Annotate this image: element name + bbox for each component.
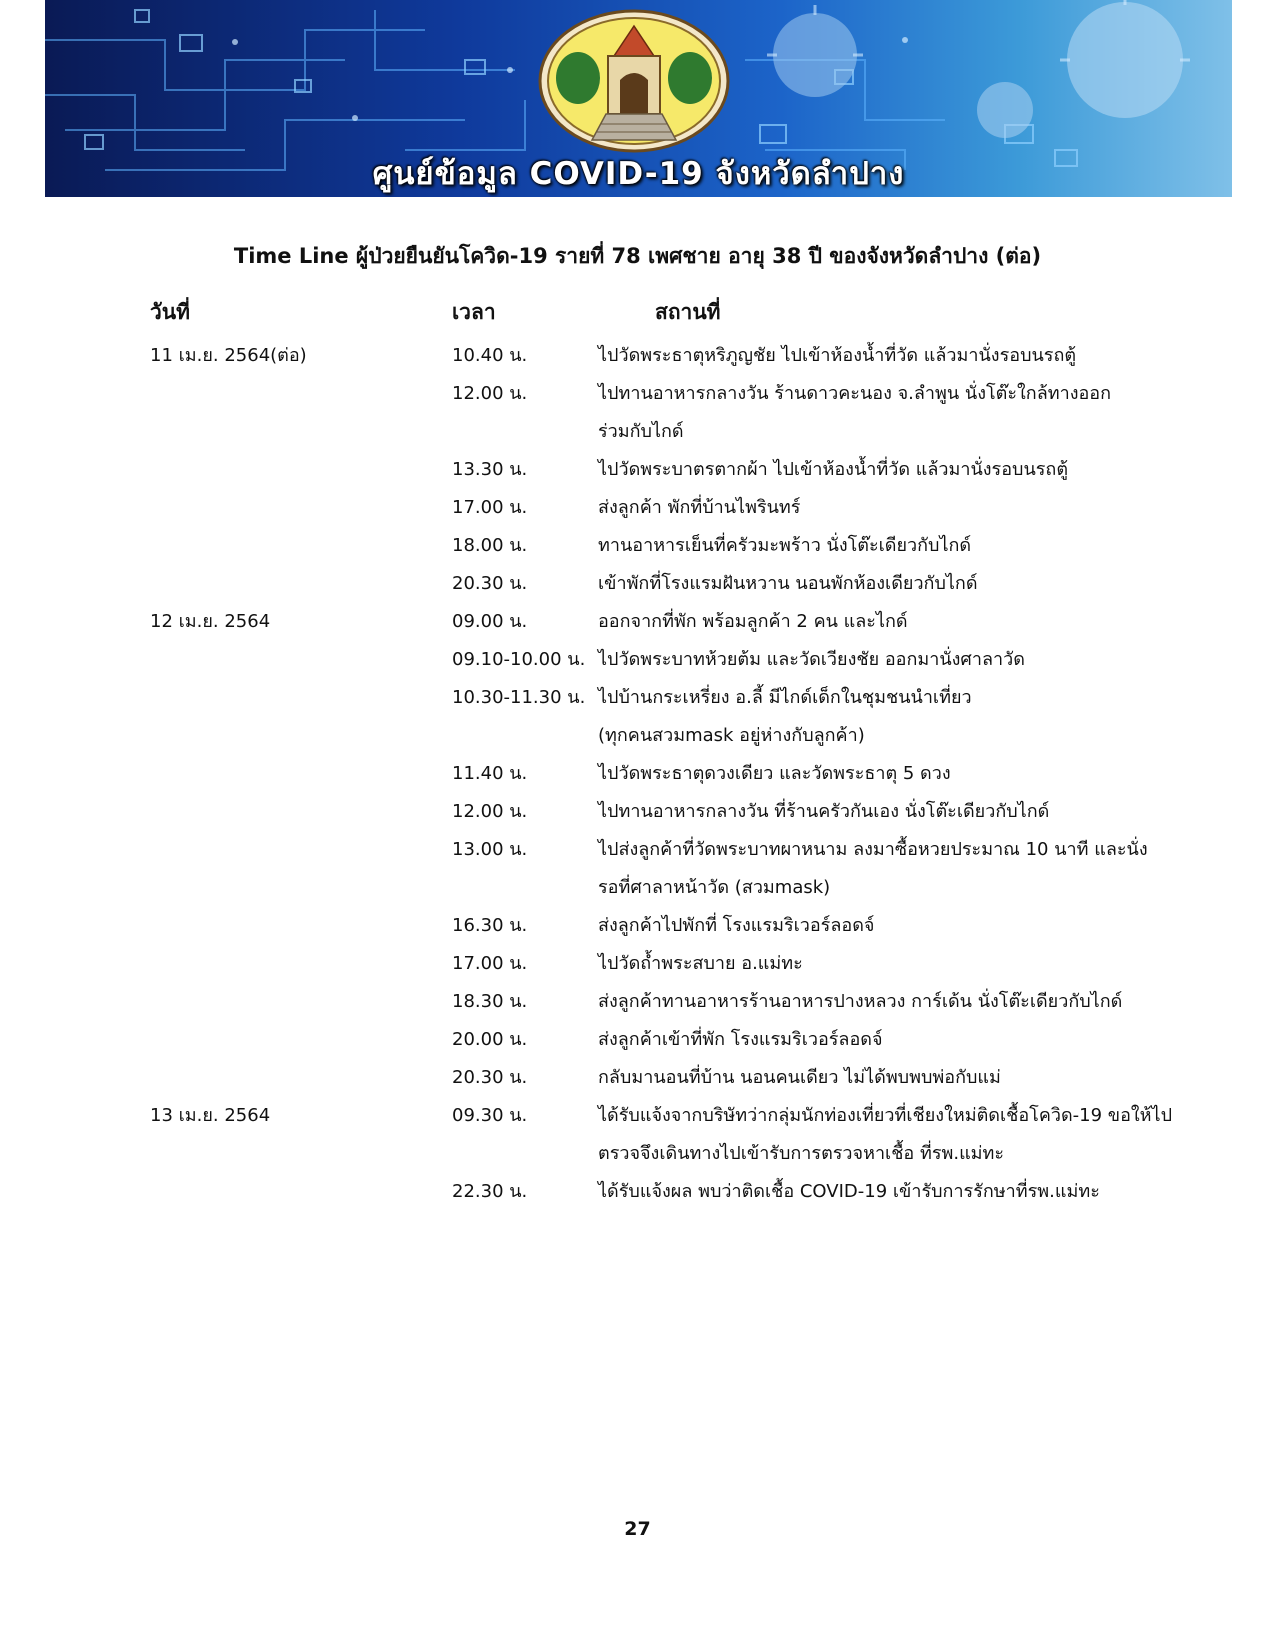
row-time: 22.30 น.	[452, 1181, 528, 1202]
row-place: ส่งลูกค้าเข้าที่พัก โรงแรมริเวอร์ลอดจ์	[598, 1029, 883, 1050]
row-time: 20.30 น.	[452, 573, 528, 594]
row-place: ไปทานอาหารกลางวัน ที่ร้านครัวกันเอง นั่งโต๊ะเดียวกับไกด์	[598, 801, 1050, 822]
row-time: 20.30 น.	[452, 1067, 528, 1088]
column-header-place: สถานที่	[655, 300, 721, 324]
row-time: 17.00 น.	[452, 953, 528, 974]
row-place: ไปส่งลูกค้าที่วัดพระบาทผาหนาม ลงมาซื้อหวยประมาณ 10 นาที และนั่ง	[598, 839, 1148, 860]
row-time: 17.00 น.	[452, 497, 528, 518]
row-time: 13.30 น.	[452, 459, 528, 480]
row-place: เข้าพักที่โรงแรมฝันหวาน นอนพักห้องเดียวกับไกด์	[598, 573, 978, 594]
row-time: 12.00 น.	[452, 383, 528, 404]
row-date: 11 เม.ย. 2564(ต่อ)	[150, 345, 307, 366]
row-place: ไปวัดพระธาตุดวงเดียว และวัดพระธาตุ 5 ดวง	[598, 763, 951, 784]
row-place: ไปวัดถ้ำพระสบาย อ.แม่ทะ	[598, 953, 803, 974]
row-time: 18.00 น.	[452, 535, 528, 556]
row-time: 09.10-10.00 น.	[452, 649, 586, 670]
row-place: ทานอาหารเย็นที่ครัวมะพร้าว นั่งโต๊ะเดียวกับไกด์	[598, 535, 972, 556]
row-place: ส่งลูกค้าทานอาหารร้านอาหารปางหลวง การ์เด้น นั่งโต๊ะเดียวกับไกด์	[598, 991, 1123, 1012]
row-time: 16.30 น.	[452, 915, 528, 936]
row-place-continued: รอที่ศาลาหน้าวัด (สวมmask)	[598, 877, 831, 898]
row-time: 18.30 น.	[452, 991, 528, 1012]
row-place: ได้รับแจ้งจากบริษัทว่ากลุ่มนักท่องเที่ยวที่เชียงใหม่ติดเชื้อโควิด-19 ขอให้ไป	[598, 1105, 1173, 1126]
row-place: ออกจากที่พัก พร้อมลูกค้า 2 คน และไกด์	[598, 611, 908, 632]
row-place: กลับมานอนที่บ้าน นอนคนเดียว ไม่ได้พบพบพ่อกับแม่	[598, 1067, 1001, 1088]
row-place: ส่งลูกค้า พักที่บ้านไพรินทร์	[598, 497, 801, 518]
row-time: 11.40 น.	[452, 763, 528, 784]
document-title: Time Line ผู้ป่วยยืนยันโควิด-19 รายที่ 78 เพศชาย อายุ 38 ปี ของจังหวัดลำปาง (ต่อ)	[233, 244, 1042, 268]
column-header-date: วันที่	[150, 300, 190, 324]
row-time: 10.30-11.30 น.	[452, 687, 586, 708]
row-time: 13.00 น.	[452, 839, 528, 860]
page-number: 27	[624, 1518, 651, 1540]
row-time: 12.00 น.	[452, 801, 528, 822]
row-date: 13 เม.ย. 2564	[150, 1105, 271, 1126]
row-place-continued: ตรวจจึงเดินทางไปเข้ารับการตรวจหาเชื้อ ที่รพ.แม่ทะ	[598, 1143, 1005, 1164]
row-place: ไปวัดพระบาทห้วยต้ม และวัดเวียงชัย ออกมานั่งศาลาวัด	[598, 649, 1025, 670]
row-place: ไปบ้านกระเหรี่ยง อ.ลี้ มีไกด์เด็กในชุมชนนำเที่ยว	[598, 687, 972, 708]
row-date: 12 เม.ย. 2564	[150, 611, 271, 632]
row-place: ไปวัดพระบาตรตากผ้า ไปเข้าห้องน้ำที่วัด แล้วมานั่งรอบนรถตู้	[598, 459, 1069, 480]
row-time: 09.30 น.	[452, 1105, 528, 1126]
row-place: ไปวัดพระธาตุหริภูญชัย ไปเข้าห้องน้ำที่วัด แล้วมานั่งรอบนรถตู้	[598, 345, 1077, 366]
row-place: ไปทานอาหารกลางวัน ร้านดาวคะนอง จ.ลำพูน นั่งโต๊ะใกล้ทางออก	[598, 383, 1112, 404]
row-place: ได้รับแจ้งผล พบว่าติดเชื้อ COVID-19 เข้ารับการรักษาที่รพ.แม่ทะ	[598, 1181, 1100, 1202]
row-place-continued: (ทุกคนสวมmask อยู่ห่างกับลูกค้า)	[598, 725, 865, 746]
row-place: ส่งลูกค้าไปพักที่ โรงแรมริเวอร์ลอดจ์	[598, 915, 875, 936]
row-place-continued: ร่วมกับไกด์	[598, 421, 684, 442]
row-time: 10.40 น.	[452, 345, 528, 366]
column-header-time: เวลา	[452, 300, 496, 324]
banner-title: ศูนย์ข้อมูล COVID-19 จังหวัดลำปาง	[372, 156, 905, 192]
row-time: 09.00 น.	[452, 611, 528, 632]
row-time: 20.00 น.	[452, 1029, 528, 1050]
